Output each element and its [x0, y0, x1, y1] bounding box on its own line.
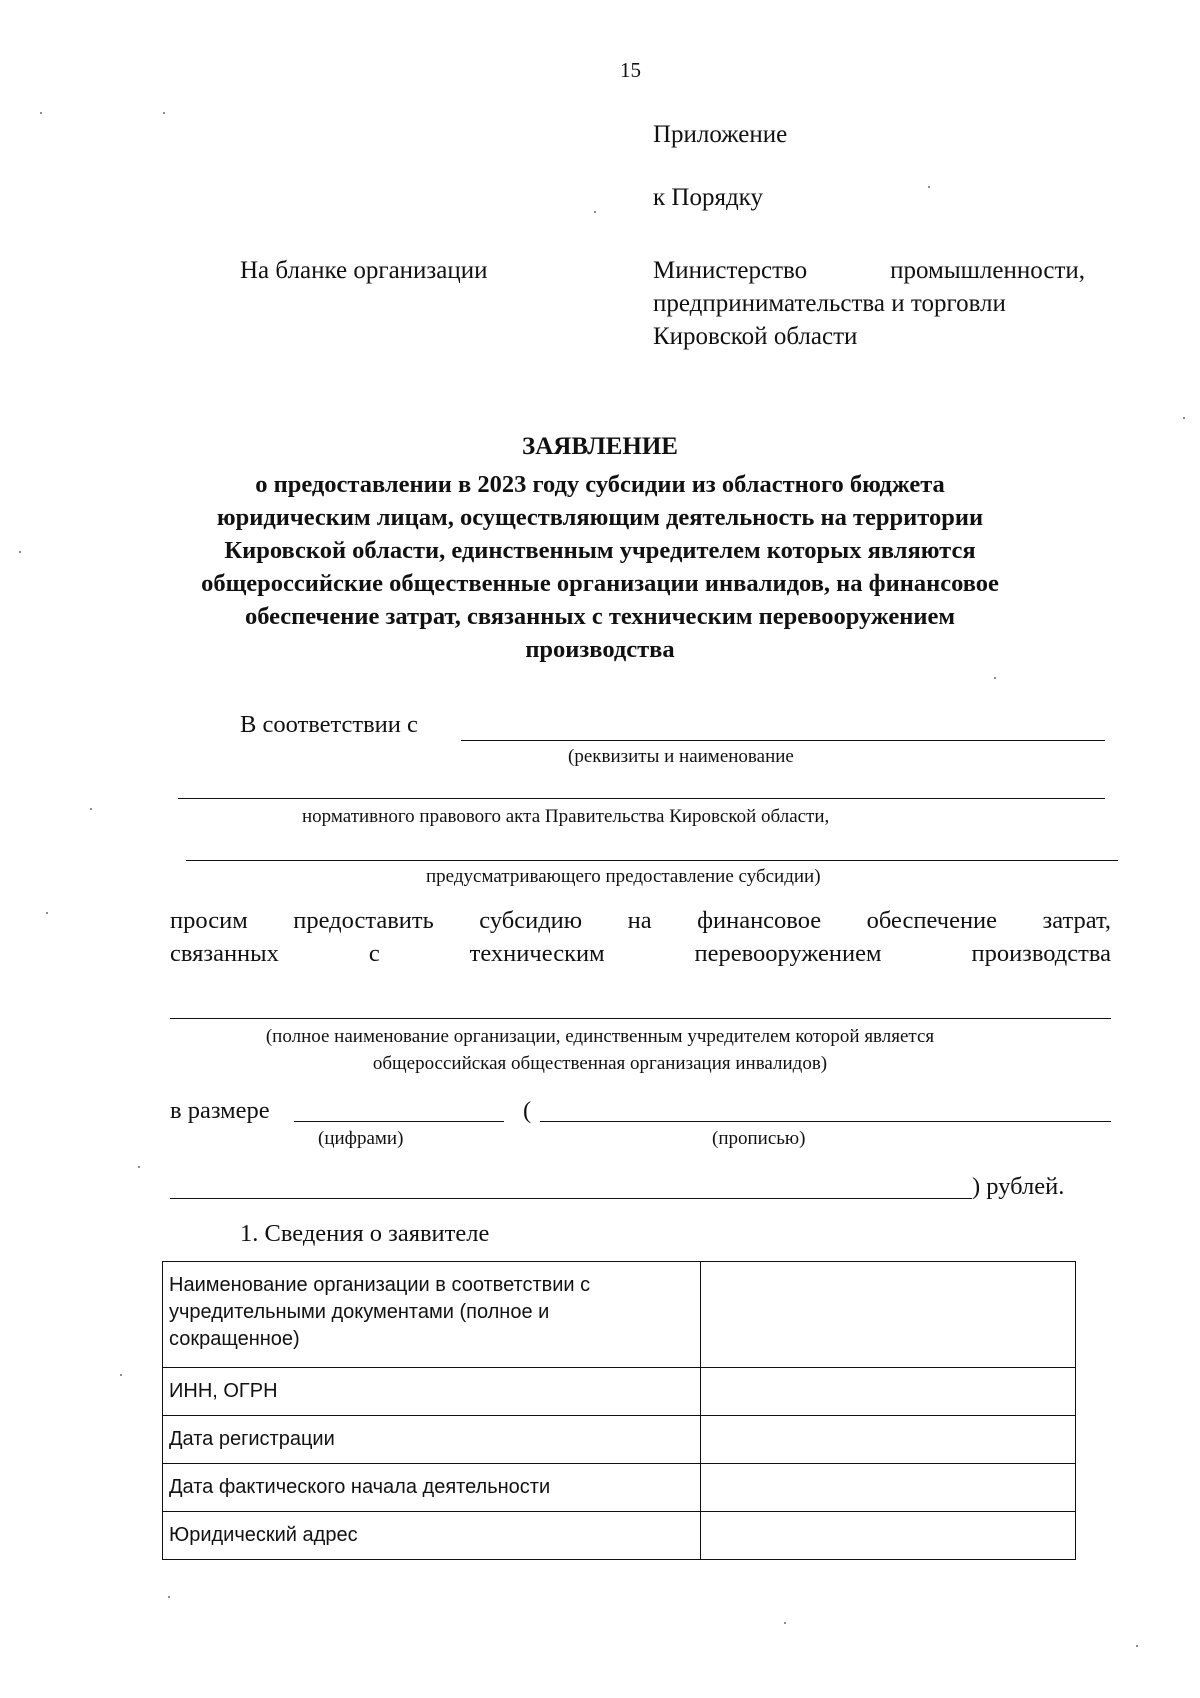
row-label-line: Наименование организации в соответствии с [169, 1274, 591, 1296]
row-label [163, 1368, 701, 1416]
section-1-heading: 1. Сведения о заявителе [240, 1220, 490, 1247]
according-to-label: В соответствии с [240, 711, 418, 738]
row-label-line: Юридический адрес [169, 1524, 358, 1546]
request-line-1-word: финансовое [697, 907, 822, 934]
table-row [163, 1416, 1076, 1464]
row-value-field[interactable] [701, 1512, 1076, 1560]
request-line-2-word: перевооружением [694, 940, 882, 967]
request-line-2-word: с [368, 940, 380, 967]
recipient-line-1 [653, 254, 1085, 287]
row-value-field[interactable] [701, 1416, 1076, 1464]
to-order-label: к Порядку [653, 184, 763, 211]
open-paren: ( [523, 1097, 532, 1124]
organization-fill-line[interactable] [170, 1018, 1111, 1019]
hint-providing: предусматривающего предоставление субсидии) [426, 866, 821, 887]
act-fill-line-2[interactable] [186, 860, 1118, 861]
hint-words: (прописью) [712, 1128, 806, 1149]
row-label-line: учредительными документами (полное и [169, 1301, 550, 1323]
rubles-label: ) рублей. [972, 1173, 1065, 1200]
document-subtitle [0, 468, 1200, 666]
request-line-2-word: производства [971, 940, 1111, 967]
row-value-field[interactable] [701, 1262, 1076, 1368]
row-value-field[interactable] [701, 1368, 1076, 1416]
subtitle-line-3: Кировской области, единственным учредителем которых являются [224, 537, 976, 564]
subtitle-line-4: общероссийские общественные организации инвалидов, на финансовое [201, 570, 999, 597]
request-line-2 [170, 940, 1111, 968]
request-line-1-word: затрат, [1042, 907, 1111, 934]
hint-digits: (цифрами) [318, 1128, 404, 1149]
request-line-1-word: просим [170, 907, 248, 934]
subtitle-line-6: производства [525, 636, 675, 663]
table-row [163, 1464, 1076, 1512]
row-label [163, 1464, 701, 1512]
row-label [163, 1512, 701, 1560]
table-row [163, 1512, 1076, 1560]
amount-words-fill-line[interactable] [540, 1121, 1111, 1122]
hint-org-line-2: общероссийская общественная организация инвалидов) [372, 1053, 828, 1074]
request-line-1 [170, 907, 1111, 935]
recipient-word: Министерство [653, 257, 808, 284]
document-title: ЗАЯВЛЕНИЕ [522, 433, 678, 460]
act-fill-line[interactable] [178, 798, 1105, 799]
request-line-1-word: субсидию [479, 907, 583, 934]
request-line-1-word: обеспечение [866, 907, 998, 934]
subtitle-line-1: о предоставлении в 2023 году субсидии из областного бюджета [255, 471, 945, 498]
subtitle-line-5: обеспечение затрат, связанных с техническим перевооружением [244, 603, 956, 630]
recipient-word: промышленности, [890, 257, 1085, 284]
subtitle-line-2: юридическим лицам, осуществляющим деятельность на территории [216, 504, 984, 531]
appendix-label: Приложение [653, 121, 788, 148]
row-label [163, 1262, 701, 1368]
table-row [163, 1368, 1076, 1416]
recipient-line-2: предпринимательства и торговли [653, 290, 1006, 317]
request-line-1-word: предоставить [293, 907, 434, 934]
recipient-line-3: Кировской области [653, 323, 858, 350]
row-value-field[interactable] [701, 1464, 1076, 1512]
row-label-line: Дата фактического начала деятельности [169, 1476, 551, 1498]
row-label [163, 1416, 701, 1464]
blank-note: На бланке организации [240, 257, 488, 284]
hint-act: нормативного правового акта Правительства Кировской области, [302, 806, 830, 827]
request-line-2-word: связанных [170, 940, 279, 967]
applicant-info-table [162, 1261, 1076, 1560]
hint-org-line-1: (полное наименование организации, единственным учредителем которой является [265, 1026, 935, 1047]
request-line-1-word: на [627, 907, 652, 934]
recipient-block [653, 254, 1085, 353]
row-label-line: сокращенное) [169, 1328, 300, 1350]
amount-digits-fill-line[interactable] [294, 1121, 504, 1122]
request-line-2-word: техническим [469, 940, 605, 967]
page-number: 15 [620, 58, 641, 82]
requisites-fill-line[interactable] [461, 740, 1105, 741]
amount-words-fill-line-2[interactable] [170, 1198, 972, 1199]
row-label-line: Дата регистрации [169, 1428, 335, 1450]
hint-requisites: (реквизиты и наименование [568, 746, 794, 767]
amount-label: в размере [170, 1097, 270, 1124]
row-label-line: ИНН, ОГРН [169, 1380, 278, 1402]
table-row [163, 1262, 1076, 1368]
